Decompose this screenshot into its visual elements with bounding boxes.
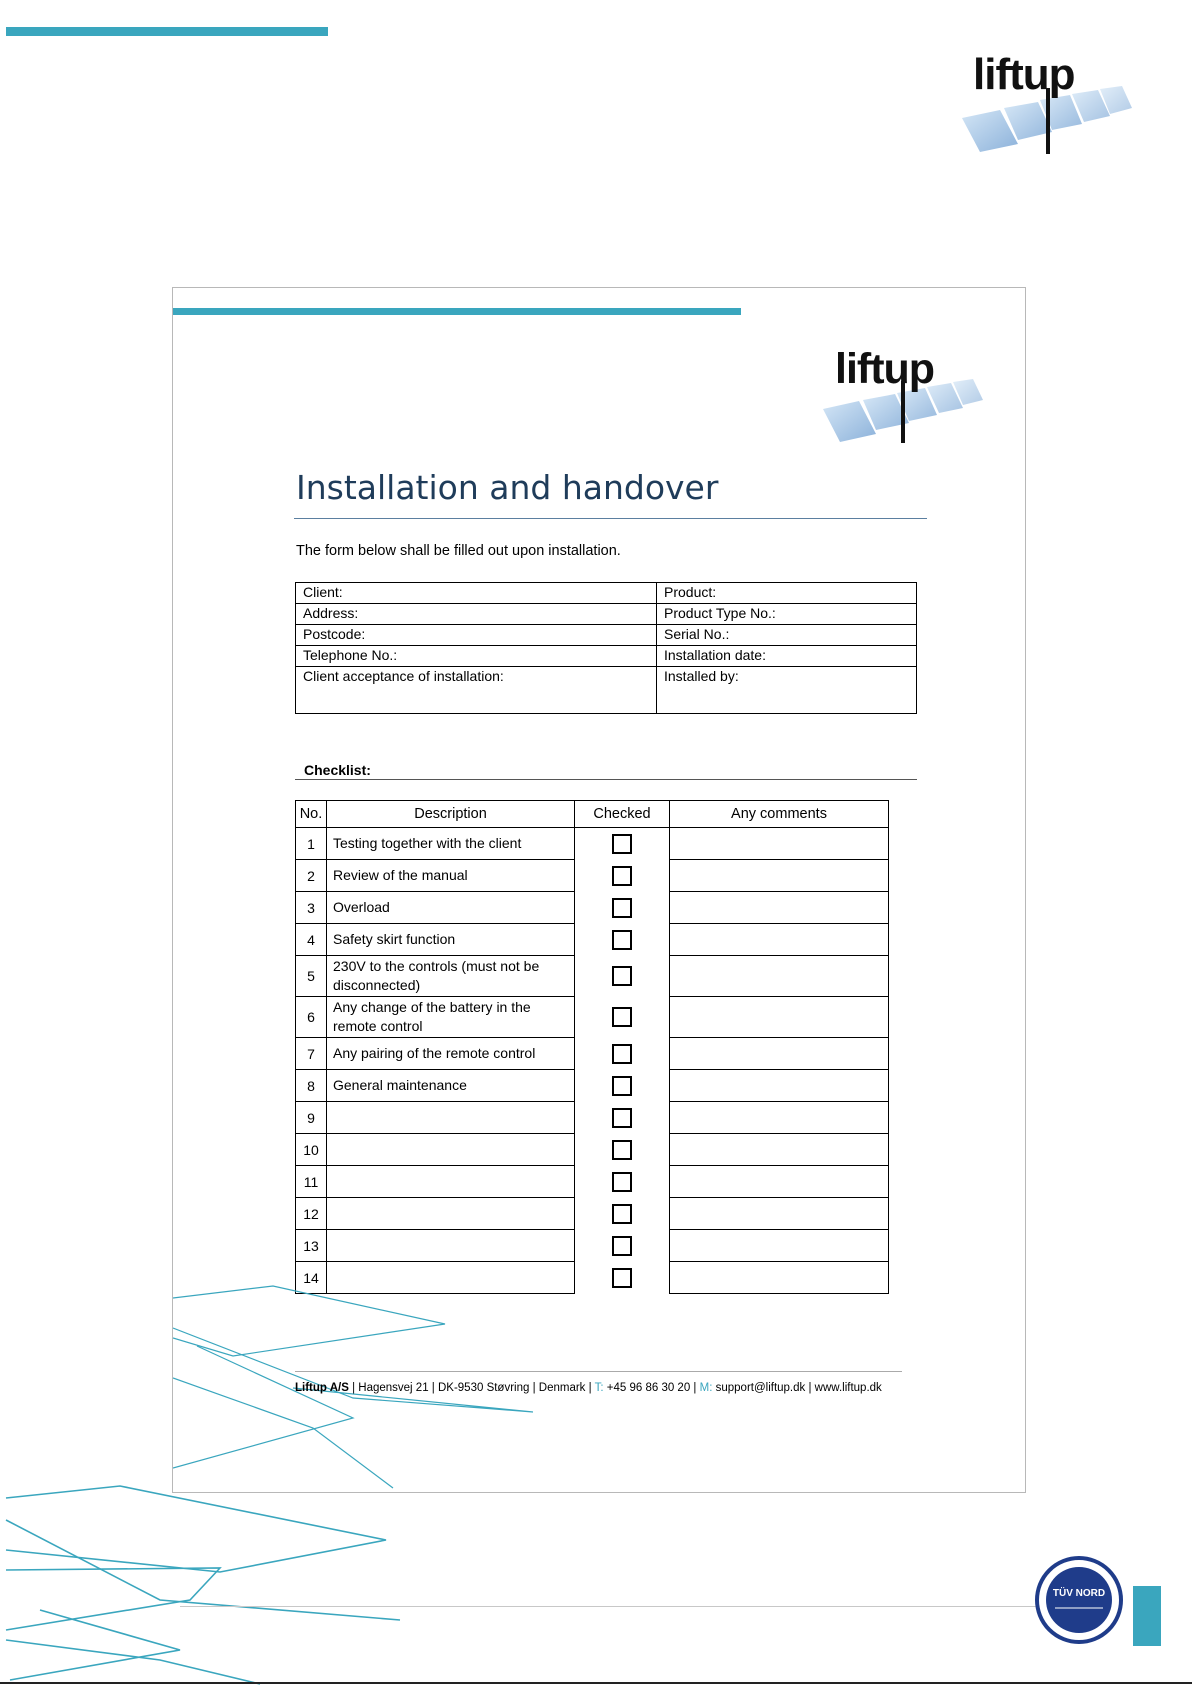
column-header-description: Description <box>327 801 575 828</box>
row-comment-field[interactable] <box>670 1198 889 1230</box>
row-number: 7 <box>296 1038 327 1070</box>
row-description <box>327 1166 575 1198</box>
row-checked-cell <box>575 828 670 860</box>
info-field-label[interactable]: Telephone No.: <box>296 646 657 667</box>
logo-wordmark: liftup <box>835 345 935 393</box>
checkbox-icon[interactable] <box>612 866 632 886</box>
row-comment-field[interactable] <box>670 1102 889 1134</box>
info-field-label[interactable]: Client acceptance of installation: <box>296 667 657 714</box>
row-checked-cell <box>575 956 670 997</box>
checkbox-icon[interactable] <box>612 1076 632 1096</box>
checklist-header-row <box>296 801 889 828</box>
checkbox-icon[interactable] <box>612 1044 632 1064</box>
checklist-row <box>296 892 889 924</box>
row-checked-cell <box>575 1038 670 1070</box>
row-checked-cell <box>575 1102 670 1134</box>
info-field-label[interactable]: Product: <box>657 583 917 604</box>
page-footer-divider <box>180 1606 1040 1607</box>
row-comment-field[interactable] <box>670 1134 889 1166</box>
row-number: 12 <box>296 1198 327 1230</box>
seal-text: TÜV NORD <box>1052 1588 1106 1599</box>
footer-divider <box>295 1371 902 1372</box>
row-checked-cell <box>575 1070 670 1102</box>
checkbox-icon[interactable] <box>612 930 632 950</box>
row-comment-field[interactable] <box>670 828 889 860</box>
info-field-label[interactable]: Installed by: <box>657 667 917 714</box>
decorative-lines <box>173 1268 553 1492</box>
row-description <box>327 1198 575 1230</box>
document-footer: Liftup A/S | Hagensvej 21 | DK-9530 Støvring | Denmark | T: +45 96 86 30 20 | M: support@liftup.dk | www.liftup.dk <box>295 1382 882 1394</box>
info-row <box>296 625 917 646</box>
bottom-border <box>0 1682 1192 1684</box>
row-number: 9 <box>296 1102 327 1134</box>
row-checked-cell <box>575 997 670 1038</box>
top-accent-bar <box>6 27 328 36</box>
intro-text: The form below shall be filled out upon installation. <box>296 543 621 559</box>
footer-mail-label: M: <box>699 1382 713 1394</box>
checklist-row <box>296 1102 889 1134</box>
row-comment-field[interactable] <box>670 1070 889 1102</box>
info-row <box>296 583 917 604</box>
row-number: 11 <box>296 1166 327 1198</box>
row-number: 2 <box>296 860 327 892</box>
row-checked-cell <box>575 892 670 924</box>
checkbox-icon[interactable] <box>612 1268 632 1288</box>
footer-country: Denmark <box>538 1382 586 1394</box>
checklist-table <box>295 800 889 1294</box>
row-number: 10 <box>296 1134 327 1166</box>
row-description: 230V to the controls (must not be disconnected) <box>327 956 575 997</box>
footer-company: Liftup A/S <box>295 1382 349 1394</box>
checklist-row <box>296 1038 889 1070</box>
row-comment-field[interactable] <box>670 1038 889 1070</box>
liftup-logo <box>960 48 1140 158</box>
row-comment-field[interactable] <box>670 956 889 997</box>
checkbox-icon[interactable] <box>612 1172 632 1192</box>
row-description: Safety skirt function <box>327 924 575 956</box>
row-number: 8 <box>296 1070 327 1102</box>
info-field-label[interactable]: Installation date: <box>657 646 917 667</box>
row-description: Overload <box>327 892 575 924</box>
row-checked-cell <box>575 924 670 956</box>
row-number: 13 <box>296 1230 327 1262</box>
row-description: Any pairing of the remote control <box>327 1038 575 1070</box>
info-row <box>296 667 917 714</box>
footer-email[interactable]: support@liftup.dk <box>715 1382 806 1394</box>
checkbox-icon[interactable] <box>612 1108 632 1128</box>
logo-wordmark: liftup <box>973 50 1075 99</box>
row-comment-field[interactable] <box>670 924 889 956</box>
row-comment-field[interactable] <box>670 892 889 924</box>
row-comment-field[interactable] <box>670 1262 889 1294</box>
info-field-label[interactable]: Product Type No.: <box>657 604 917 625</box>
row-checked-cell <box>575 1134 670 1166</box>
row-checked-cell <box>575 1198 670 1230</box>
checkbox-icon[interactable] <box>612 1140 632 1160</box>
row-checked-cell <box>575 1166 670 1198</box>
row-description: Testing together with the client <box>327 828 575 860</box>
title-divider <box>294 518 927 519</box>
checklist-row <box>296 1070 889 1102</box>
row-number: 6 <box>296 997 327 1038</box>
row-comment-field[interactable] <box>670 997 889 1038</box>
certification-seal-icon <box>1035 1556 1123 1644</box>
footer-phone-label: T: <box>594 1382 604 1394</box>
row-checked-cell <box>575 860 670 892</box>
checkbox-icon[interactable] <box>612 834 632 854</box>
row-checked-cell <box>575 1262 670 1294</box>
checkbox-icon[interactable] <box>612 1007 632 1027</box>
checkbox-icon[interactable] <box>612 1204 632 1224</box>
checklist-row <box>296 828 889 860</box>
checklist-row <box>296 860 889 892</box>
page-title: Installation and handover <box>296 468 719 507</box>
decorative-lines-outer <box>0 1470 420 1685</box>
info-field-label[interactable]: Serial No.: <box>657 625 917 646</box>
info-field-label[interactable]: Postcode: <box>296 625 657 646</box>
checklist-row <box>296 1198 889 1230</box>
page-number-tab <box>1133 1586 1161 1646</box>
checkbox-icon[interactable] <box>612 966 632 986</box>
checkbox-icon[interactable] <box>612 898 632 918</box>
checklist-row <box>296 1230 889 1262</box>
row-description: Review of the manual <box>327 860 575 892</box>
info-row <box>296 646 917 667</box>
row-comment-field[interactable] <box>670 1166 889 1198</box>
row-comment-field[interactable] <box>670 860 889 892</box>
checklist-row <box>296 1134 889 1166</box>
row-description <box>327 1230 575 1262</box>
row-checked-cell <box>575 1230 670 1262</box>
column-header-checked: Checked <box>575 801 670 828</box>
footer-phone: +45 96 86 30 20 <box>606 1382 691 1394</box>
checkbox-icon[interactable] <box>612 1236 632 1256</box>
row-comment-field[interactable] <box>670 1230 889 1262</box>
checklist-row <box>296 1166 889 1198</box>
info-row <box>296 604 917 625</box>
row-description: General maintenance <box>327 1070 575 1102</box>
row-number: 1 <box>296 828 327 860</box>
column-header-comments: Any comments <box>670 801 889 828</box>
column-header-no: No. <box>296 801 327 828</box>
footer-city: DK-9530 Støvring <box>437 1382 530 1394</box>
checklist-row <box>296 956 889 997</box>
liftup-logo-inner <box>821 343 991 448</box>
checklist-row <box>296 924 889 956</box>
checklist-divider <box>295 779 917 780</box>
info-field-label[interactable]: Client: <box>296 583 657 604</box>
row-number: 3 <box>296 892 327 924</box>
row-description <box>327 1102 575 1134</box>
row-number: 14 <box>296 1262 327 1294</box>
info-field-label[interactable]: Address: <box>296 604 657 625</box>
row-description: Any change of the battery in the remote control <box>327 997 575 1038</box>
footer-web[interactable]: www.liftup.dk <box>814 1382 882 1394</box>
row-description <box>327 1134 575 1166</box>
row-number: 5 <box>296 956 327 997</box>
row-number: 4 <box>296 924 327 956</box>
document-accent-bar <box>173 308 741 315</box>
client-info-table <box>295 582 917 714</box>
document-page <box>172 287 1026 1493</box>
checklist-label: Checklist: <box>304 762 371 778</box>
footer-address: Hagensvej 21 <box>358 1382 429 1394</box>
checklist-row <box>296 997 889 1038</box>
